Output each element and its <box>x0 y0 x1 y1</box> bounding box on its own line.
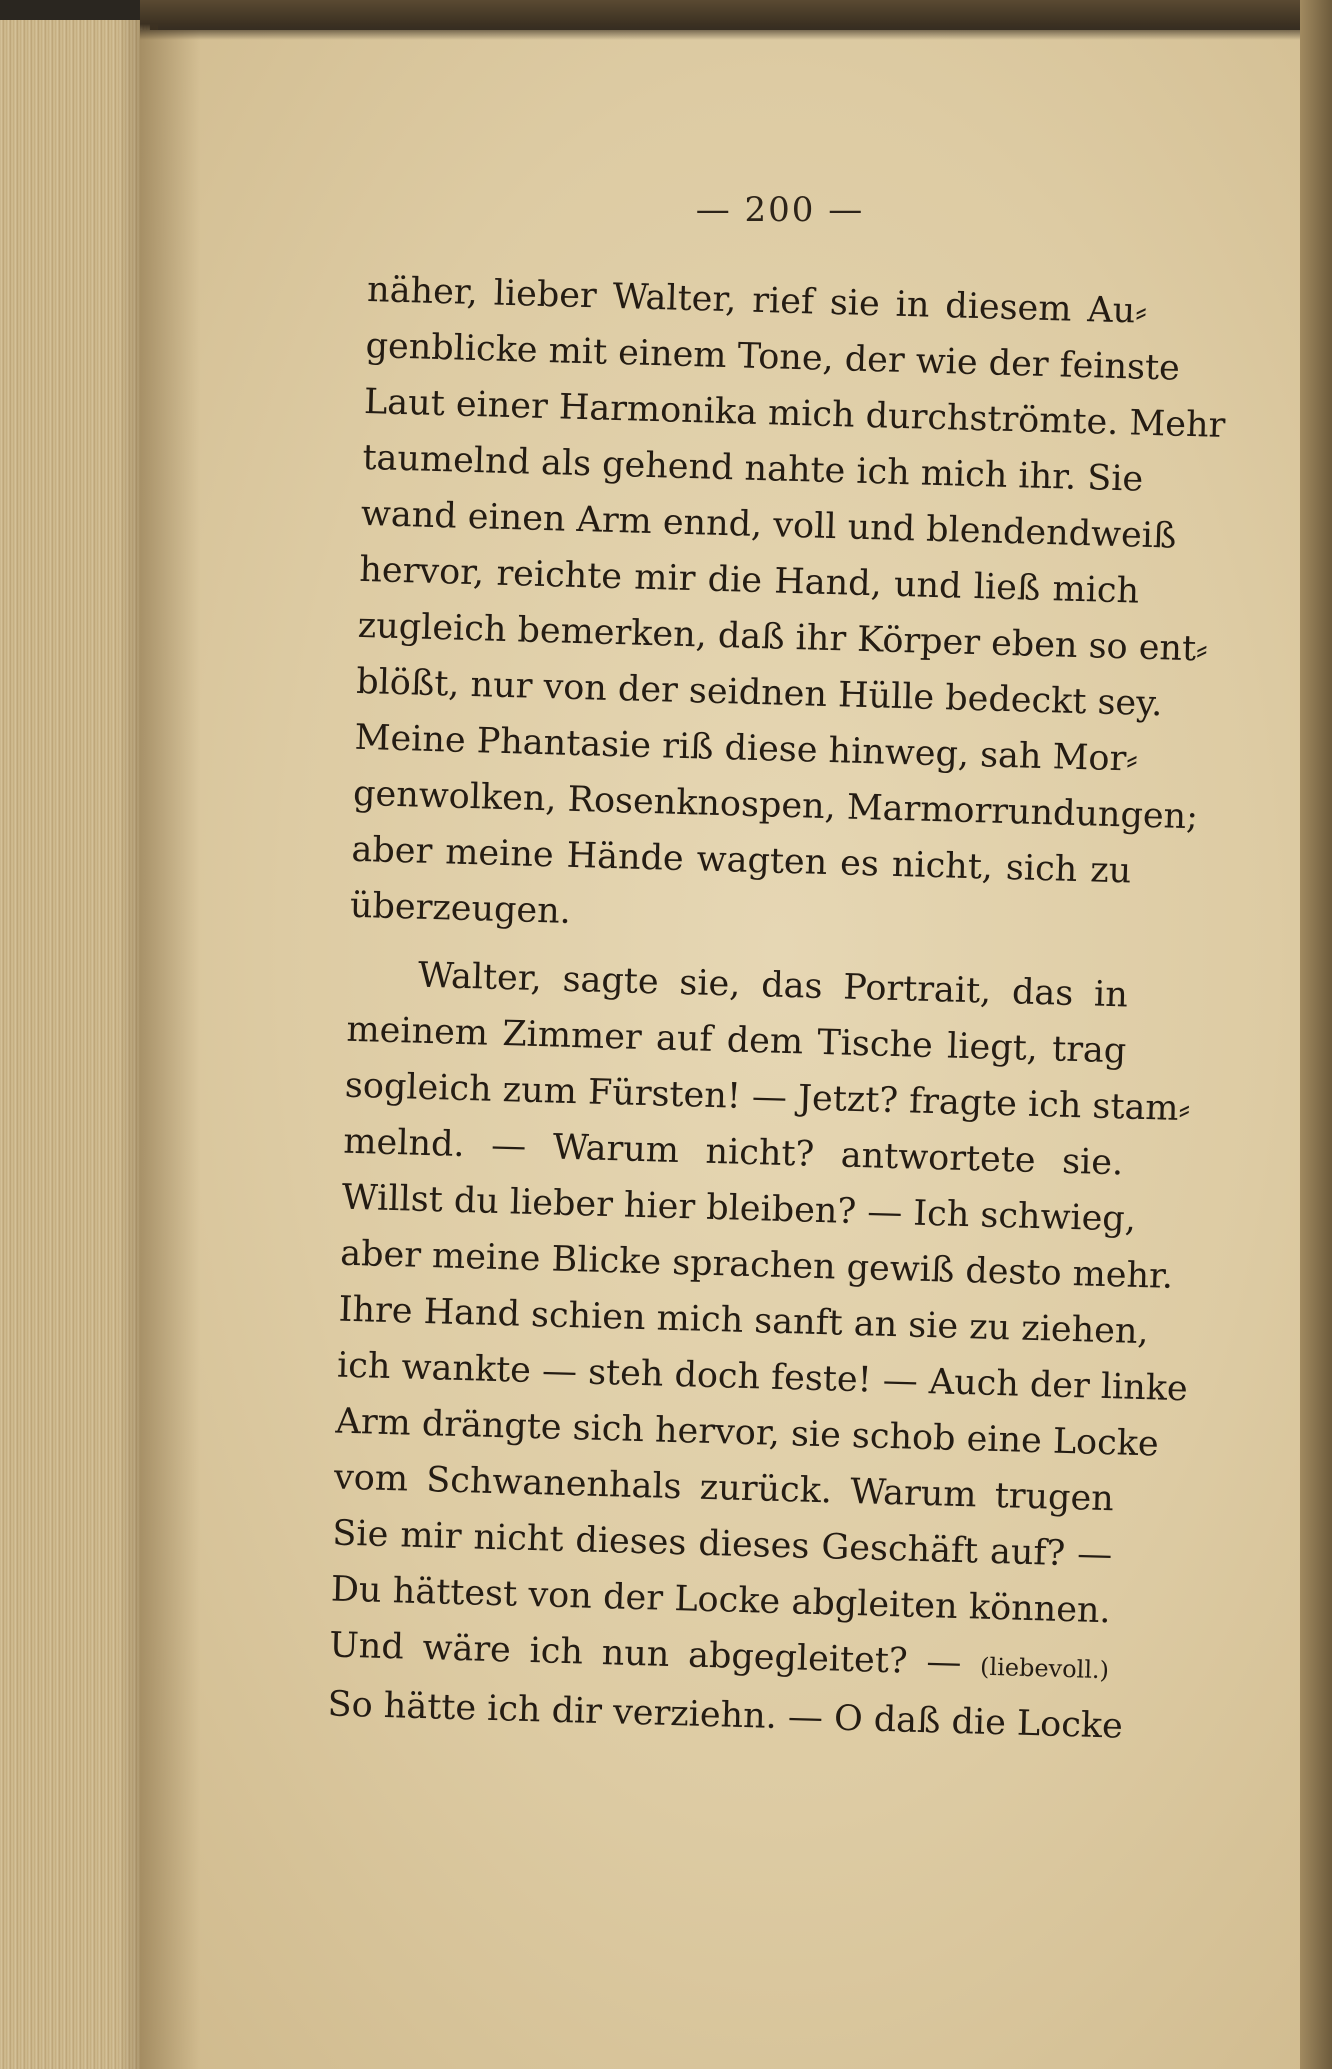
text-line: Sie mir nicht dieses dieses Geschäft auf? — <box>331 1513 1113 1576</box>
page-number: — 200 — <box>695 190 865 230</box>
top-edge-shadow <box>140 0 1332 40</box>
text-line: überzeugen. <box>349 885 572 932</box>
text-line: taumelnd als gehend nahte ich mich ihr. Sie <box>361 437 1144 500</box>
text-line: So hätte ich dir verziehn. — O daß die Locke <box>327 1684 1124 1747</box>
text-line: Du hättest von der Locke abgleiten können. <box>330 1569 1112 1632</box>
text-line: Und wäre ich nun abgegleitet? — <box>328 1625 962 1684</box>
text-line: Arm drängte sich hervor, sie schob eine Locke <box>335 1401 1160 1465</box>
text-line: hervor, reichte mir die Hand, und ließ mich <box>358 549 1140 612</box>
text-line: genblicke mit einem Tone, der wie der feinste <box>365 325 1181 389</box>
text-line: Walter, sagte sie, das Portrait, das in <box>417 955 1129 1016</box>
text-line: ich wankte — steh doch feste! — Auch der linke <box>336 1345 1189 1410</box>
text-line: blößt, nur von der seidnen Hülle bedeckt sey. <box>355 661 1163 725</box>
text-line: aber meine Hände wagten es nicht, sich zu <box>351 829 1132 892</box>
stage-direction: (liebevoll.) <box>979 1652 1110 1685</box>
text-line: Willst du lieber hier bleiben? — Ich schwieg, <box>341 1177 1137 1240</box>
text-line: sogleich zum Fürsten! — Jetzt? fragte ich stam⸗ <box>344 1065 1191 1130</box>
paragraph-1 <box>349 262 1226 956</box>
text-line: zugleich bemerken, daß ihr Körper eben so ent⸗ <box>357 605 1209 670</box>
paragraph-2 <box>327 946 1191 1754</box>
text-line: meinem Zimmer auf dem Tische liegt, trag <box>345 1009 1127 1072</box>
text-line: wand einen Arm ennd, voll und blendendweiß <box>360 493 1177 557</box>
text-line: genwolken, Rosenknospen, Marmorrundungen; <box>352 773 1199 838</box>
text-line: Laut einer Harmonika mich durchströmte. Mehr <box>363 381 1226 446</box>
text-line: melnd. — Warum nicht? antwortete sie. <box>342 1121 1124 1184</box>
text-line: aber meine Blicke sprachen gewiß desto mehr. <box>339 1233 1174 1297</box>
text-line: vom Schwanenhals zurück. Warum trugen <box>333 1457 1115 1520</box>
text-line: Ihre Hand schien mich sanft an sie zu ziehen, <box>338 1289 1150 1353</box>
text-line: Meine Phantasie riß diese hinweg, sah Mor⸗ <box>354 717 1139 780</box>
body-text <box>327 262 1226 1754</box>
text-line: näher, lieber Walter, rief sie in diesem Au⸗ <box>366 269 1148 332</box>
page-gutter-shadow <box>140 30 200 2069</box>
right-page-edge <box>1300 0 1332 2069</box>
